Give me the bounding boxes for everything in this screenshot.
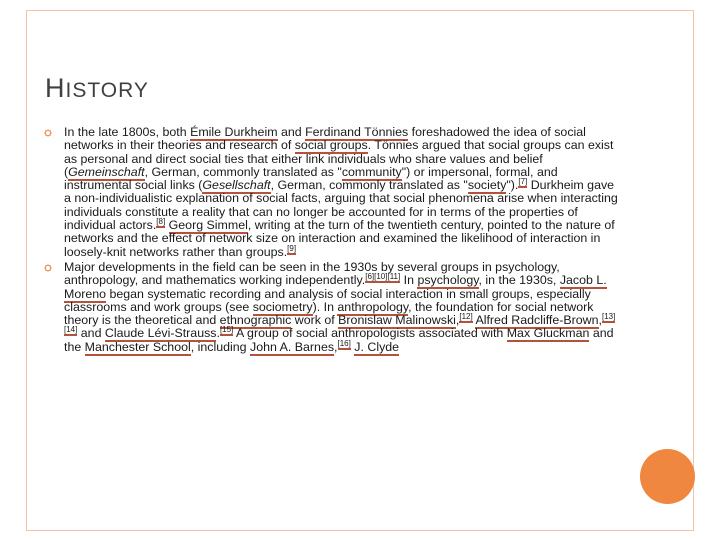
text-run: foreshadowed the idea of social networks in their theories and research of	[64, 125, 586, 153]
slide-title-rest: ISTORY	[65, 79, 149, 102]
hyperlink[interactable]: community	[341, 164, 402, 179]
hyperlink[interactable]: Émile Durkheim	[190, 125, 278, 139]
hyperlink[interactable]: Claude Lévi-Strauss	[104, 326, 217, 341]
citation-link[interactable]: [6][10][11]	[365, 272, 401, 282]
text-run: ,	[334, 339, 338, 354]
text-run: and the	[64, 326, 614, 354]
citation-link[interactable]: [9]	[287, 243, 297, 253]
text-run: In	[400, 273, 418, 288]
citation-link[interactable]: [13][14]	[64, 312, 616, 335]
hyperlink[interactable]: Georg Simmel	[168, 218, 248, 233]
hyperlink[interactable]: J. Clyde	[354, 339, 400, 354]
frame-bottom-line	[26, 530, 694, 531]
bullet-item	[44, 126, 624, 259]
slide-title	[45, 73, 149, 104]
text-run: ,	[598, 313, 602, 328]
hyperlink[interactable]: Manchester School	[84, 339, 191, 354]
hyperlink[interactable]: sociometry	[252, 299, 313, 314]
sunburst-bullet-icon	[44, 129, 52, 137]
citation-link[interactable]: [12]	[459, 312, 473, 322]
citation-link[interactable]: [7]	[518, 177, 528, 187]
text-run: ").	[506, 178, 519, 193]
decorative-circle	[640, 449, 695, 504]
hyperlink[interactable]: Jacob L. Moreno	[64, 273, 607, 301]
text-run: and	[77, 326, 105, 341]
text-run: A group of social anthropologists associated with	[233, 326, 507, 341]
text-run: , German, commonly translated as "	[144, 164, 342, 179]
hyperlink[interactable]: Bronislaw Malinowski	[338, 313, 456, 328]
sunburst-bullet-icon	[44, 264, 52, 272]
text-run: , the foundation for social network theory is the theoretical and	[64, 299, 594, 328]
slide-title-first: H	[45, 73, 66, 103]
hyperlink[interactable]: John A. Barnes	[250, 339, 335, 354]
text-run: .	[216, 326, 220, 341]
text-run: ,	[455, 313, 460, 328]
hyperlink[interactable]: ethnographic	[219, 313, 292, 328]
hyperlink[interactable]: Max Gluckman	[506, 326, 590, 341]
text-run: , writing at the turn of the twentieth century, pointed to the nature of networks and the effect of network size on interaction and examined the likelihood of interaction in loosely-knit networks rather than groups.	[64, 218, 615, 259]
bullet-item	[44, 261, 624, 354]
hyperlink[interactable]: Alfred Radcliffe-Brown	[475, 313, 599, 328]
citation-link[interactable]: [16]	[337, 338, 351, 348]
text-run: ). In	[312, 299, 338, 314]
text-run: , including	[190, 339, 250, 354]
text-run: Major developments in the field can be seen in the 1930s by several groups in psychology, anthropology, and mathematics working independently.	[64, 259, 560, 288]
hyperlink[interactable]: society	[467, 178, 507, 193]
text-run: In the late 1800s, both	[64, 125, 191, 139]
hyperlink[interactable]: anthropology	[337, 299, 409, 314]
hyperlink[interactable]: Ferdinand Tönnies	[305, 125, 409, 139]
hyperlink[interactable]: Gemeinschaft	[68, 164, 145, 179]
text-run: , German, commonly translated as "	[270, 178, 468, 193]
frame-top-line	[26, 10, 694, 11]
hyperlink[interactable]: Gesellschaft	[202, 178, 271, 193]
hyperlink[interactable]: psychology	[417, 273, 479, 288]
citation-link[interactable]: [8]	[156, 216, 166, 226]
text-run: Durkheim gave a non-individualistic explanation of social facts, arguing that social phenomena arise when interacting individuals constitute a reality that can no longer be accounted for in terms of the properties of individual actors.	[64, 178, 618, 233]
text-run: ") or impersonal, formal, and instrumental social links (	[64, 164, 558, 193]
citation-link[interactable]: [15]	[219, 325, 234, 335]
text-run: , in the 1930s,	[478, 273, 560, 288]
bullet-text	[64, 125, 618, 259]
frame-right-line	[693, 10, 694, 531]
hyperlink[interactable]: social groups	[294, 138, 368, 153]
text-run: began systematic recording and analysis of social interaction in small groups, especially classrooms and work groups (see	[64, 286, 591, 314]
text-run: and	[277, 125, 306, 139]
text-run: work of	[291, 313, 339, 328]
bullet-text	[64, 260, 615, 354]
bullet-list	[44, 126, 624, 356]
text-run: . Tönnies argued that social groups can exist as personal and direct social ties that either link individuals who share values and belief (	[64, 138, 614, 179]
frame-left-line	[26, 10, 27, 531]
